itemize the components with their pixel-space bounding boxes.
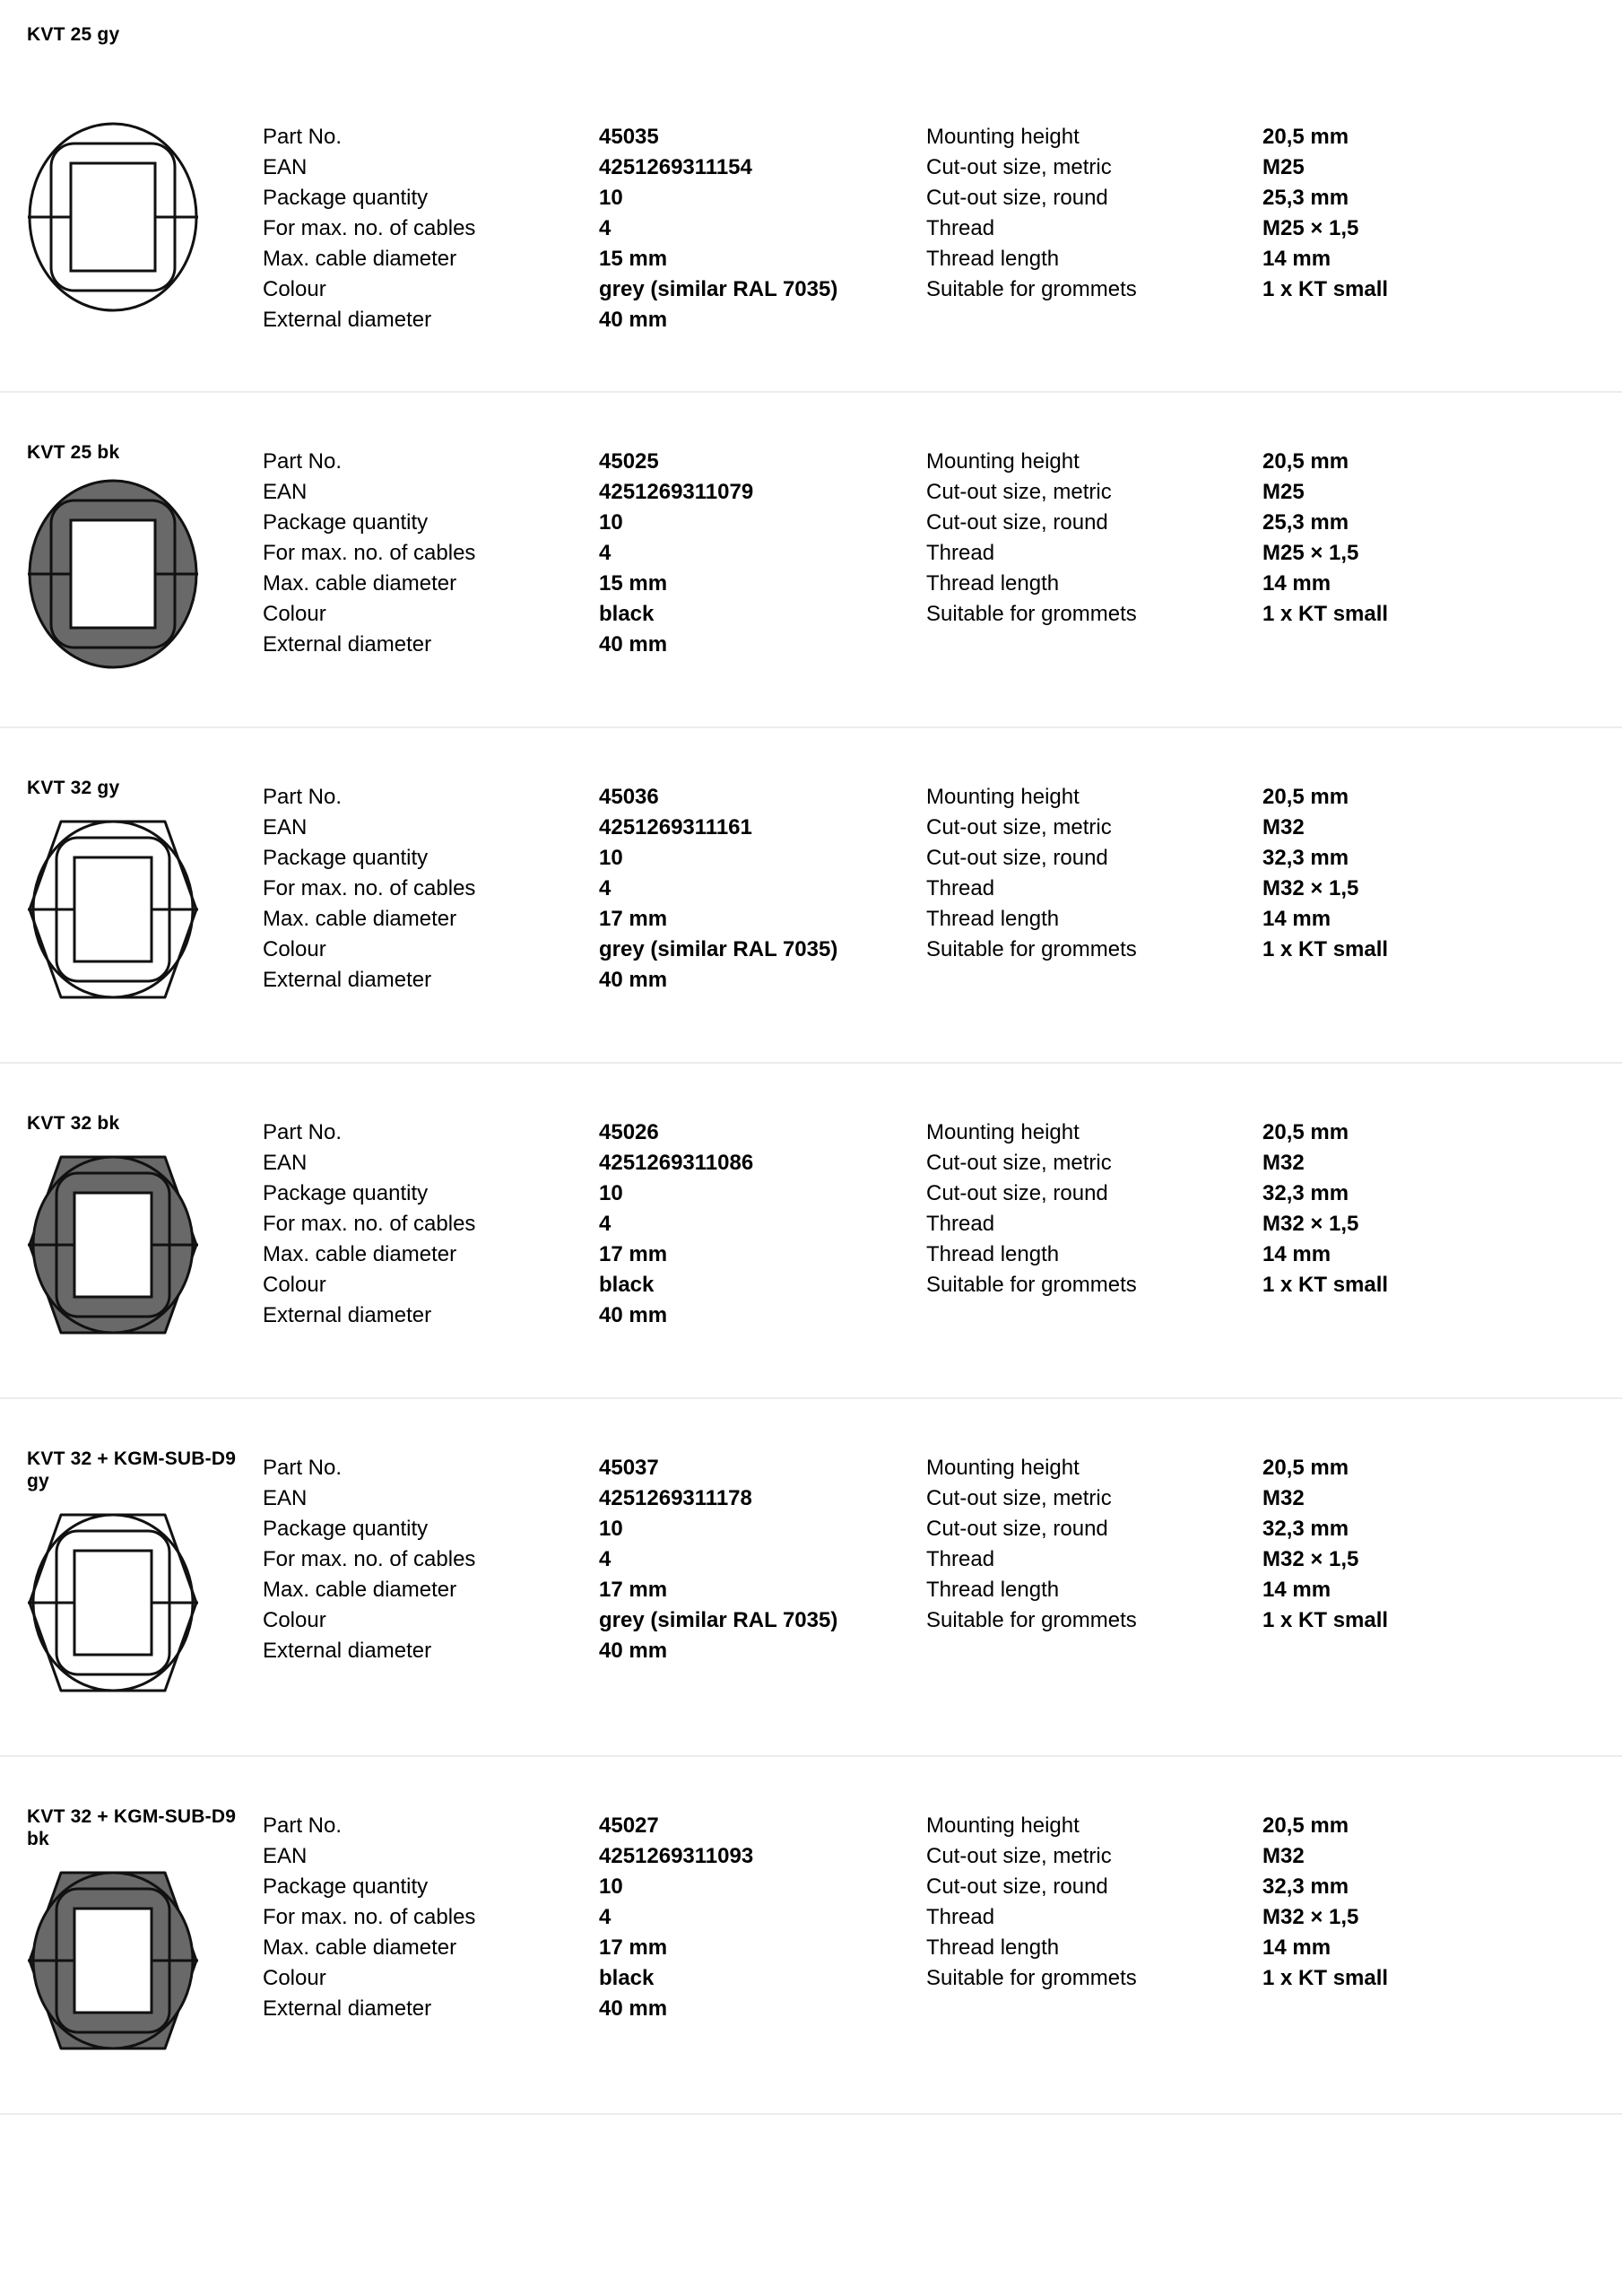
spec-value: 45035 xyxy=(599,125,659,149)
spec-label: EAN xyxy=(263,1151,308,1175)
spec-value: 40 mm xyxy=(599,1639,668,1663)
spec-label: Thread length xyxy=(926,571,1060,596)
specs-column-left xyxy=(263,1811,926,2024)
spec-value: 14 mm xyxy=(1262,1578,1331,1602)
spec-row xyxy=(926,599,1596,630)
spec-label: External diameter xyxy=(263,1639,432,1663)
spec-row xyxy=(263,1636,926,1666)
spec-row xyxy=(926,782,1596,813)
specs-column-right xyxy=(926,782,1596,996)
spec-value: 10 xyxy=(599,1874,623,1899)
spec-row xyxy=(926,1453,1596,1483)
spec-value: 32,3 mm xyxy=(1262,846,1349,870)
spec-row xyxy=(263,1209,926,1239)
spec-label: Package quantity xyxy=(263,1181,429,1205)
spec-row xyxy=(263,447,926,477)
spec-value: 20,5 mm xyxy=(1262,1120,1349,1144)
spec-row xyxy=(263,569,926,599)
spec-label: Mounting height xyxy=(926,125,1080,149)
spec-value: grey (similar RAL 7035) xyxy=(599,1608,838,1632)
spec-row xyxy=(263,813,926,843)
spec-label: Cut-out size, round xyxy=(926,186,1108,210)
spec-row xyxy=(263,1300,926,1331)
spec-value: M32 × 1,5 xyxy=(1262,1547,1359,1571)
spec-label: Thread xyxy=(926,541,995,565)
spec-row xyxy=(926,813,1596,843)
specs-column-left xyxy=(263,782,926,996)
spec-label: Mounting height xyxy=(926,449,1080,474)
specs-column-right xyxy=(926,1811,1596,2024)
spec-value: 4251269311154 xyxy=(599,155,752,179)
product-image xyxy=(27,1149,199,1345)
round-split-cable-gland-black-diagram xyxy=(27,478,199,670)
specs-column-left xyxy=(263,122,926,335)
spec-value: M25 × 1,5 xyxy=(1262,541,1359,565)
spec-value: 14 mm xyxy=(1262,247,1331,271)
product-section-kvt-32-kgm-sub-d9-gy xyxy=(0,1399,1622,1757)
spec-value: 17 mm xyxy=(599,907,668,931)
spec-label: Cut-out size, round xyxy=(926,846,1108,870)
spec-row xyxy=(926,935,1596,965)
spec-row xyxy=(263,1872,926,1902)
spec-value: M32 xyxy=(1262,1844,1305,1868)
spec-value: 4 xyxy=(599,216,612,240)
spec-label: Thread xyxy=(926,1212,995,1236)
spec-row xyxy=(926,122,1596,152)
spec-label: Thread xyxy=(926,1547,995,1571)
spec-label: For max. no. of cables xyxy=(263,1212,476,1236)
spec-value: M32 × 1,5 xyxy=(1262,876,1359,900)
spec-label: Suitable for grommets xyxy=(926,937,1137,961)
spec-label: External diameter xyxy=(263,1303,432,1327)
spec-value: 45037 xyxy=(599,1456,659,1480)
spec-label: EAN xyxy=(263,155,308,179)
spec-row xyxy=(926,1575,1596,1605)
spec-value: 45025 xyxy=(599,449,659,474)
spec-row xyxy=(263,183,926,213)
spec-value: 20,5 mm xyxy=(1262,1456,1349,1480)
spec-row xyxy=(926,1209,1596,1239)
spec-value: 25,3 mm xyxy=(1262,510,1349,535)
spec-row xyxy=(926,244,1596,274)
spec-label: Cut-out size, metric xyxy=(926,1151,1112,1175)
spec-row xyxy=(263,244,926,274)
spec-row xyxy=(926,1963,1596,1994)
spec-value: M32 xyxy=(1262,1151,1305,1175)
spec-row xyxy=(926,1902,1596,1933)
spec-label: Cut-out size, metric xyxy=(926,815,1112,839)
spec-label: EAN xyxy=(263,815,308,839)
product-left-column xyxy=(27,23,263,317)
spec-label: Thread length xyxy=(926,1578,1060,1602)
spec-value: 40 mm xyxy=(599,968,668,992)
spec-label: EAN xyxy=(263,480,308,504)
hex-split-cable-gland-grey-diagram xyxy=(27,1507,199,1699)
spec-label: For max. no. of cables xyxy=(263,1905,476,1929)
spec-value: 14 mm xyxy=(1262,907,1331,931)
spec-row xyxy=(263,152,926,183)
hex-split-cable-gland-grey-diagram xyxy=(27,813,199,1005)
spec-label: Max. cable diameter xyxy=(263,907,457,931)
spec-row xyxy=(263,274,926,305)
spec-value: 4 xyxy=(599,541,612,565)
spec-row xyxy=(926,213,1596,244)
spec-label: Cut-out size, round xyxy=(926,510,1108,535)
spec-value: 1 x KT small xyxy=(1262,277,1389,301)
spec-label: Thread length xyxy=(926,907,1060,931)
specs-column-right xyxy=(926,447,1596,660)
spec-value: 4 xyxy=(599,876,612,900)
spec-row xyxy=(926,274,1596,305)
spec-row xyxy=(263,508,926,538)
round-split-cable-gland-grey-diagram xyxy=(27,121,199,313)
product-image xyxy=(27,1507,199,1703)
spec-row xyxy=(926,538,1596,569)
spec-label: For max. no. of cables xyxy=(263,541,476,565)
spec-label: Suitable for grommets xyxy=(926,277,1137,301)
product-section-kvt-25-gy xyxy=(0,0,1622,393)
spec-label: Suitable for grommets xyxy=(926,1608,1137,1632)
spec-value: 20,5 mm xyxy=(1262,785,1349,809)
spec-row xyxy=(263,1453,926,1483)
spec-label: Thread xyxy=(926,1905,995,1929)
specs-column-left xyxy=(263,447,926,660)
spec-label: Part No. xyxy=(263,125,343,149)
spec-label: Cut-out size, round xyxy=(926,1181,1108,1205)
spec-label: Part No. xyxy=(263,1456,343,1480)
spec-row xyxy=(926,447,1596,477)
spec-value: black xyxy=(599,1966,655,1990)
spec-row xyxy=(263,1483,926,1514)
spec-label: For max. no. of cables xyxy=(263,876,476,900)
spec-row xyxy=(926,477,1596,508)
spec-value: 10 xyxy=(599,510,623,535)
spec-label: Cut-out size, round xyxy=(926,1874,1108,1899)
spec-row xyxy=(263,1841,926,1872)
spec-label: Max. cable diameter xyxy=(263,571,457,596)
spec-value: 4251269311161 xyxy=(599,815,752,839)
product-title: KVT 25 gy xyxy=(27,24,120,45)
product-left-column xyxy=(27,1112,263,1345)
spec-value: 4251269311086 xyxy=(599,1151,754,1175)
spec-value: M32 xyxy=(1262,815,1305,839)
spec-value: 4251269311079 xyxy=(599,480,754,504)
spec-label: Cut-out size, metric xyxy=(926,480,1112,504)
spec-row xyxy=(263,1994,926,2024)
spec-value: 20,5 mm xyxy=(1262,1813,1349,1838)
spec-row xyxy=(926,1118,1596,1148)
spec-row xyxy=(926,1872,1596,1902)
spec-label: Part No. xyxy=(263,785,343,809)
spec-row xyxy=(926,1483,1596,1514)
spec-value: 4 xyxy=(599,1905,612,1929)
spec-label: Colour xyxy=(263,1273,326,1297)
product-specs xyxy=(263,122,1604,335)
specs-column-right xyxy=(926,1118,1596,1331)
spec-label: Package quantity xyxy=(263,846,429,870)
spec-value: 40 mm xyxy=(599,308,668,332)
spec-row xyxy=(263,874,926,904)
product-image xyxy=(27,813,199,1010)
product-section-kvt-32-kgm-sub-d9-bk xyxy=(0,1757,1622,2115)
spec-row xyxy=(263,1811,926,1841)
spec-label: External diameter xyxy=(263,632,432,657)
spec-label: Package quantity xyxy=(263,1517,429,1541)
product-left-column xyxy=(27,441,263,674)
spec-row xyxy=(926,1933,1596,1963)
spec-label: For max. no. of cables xyxy=(263,216,476,240)
spec-row xyxy=(926,904,1596,935)
spec-row xyxy=(263,1544,926,1575)
spec-value: 25,3 mm xyxy=(1262,186,1349,210)
spec-value: M32 × 1,5 xyxy=(1262,1212,1359,1236)
spec-label: EAN xyxy=(263,1844,308,1868)
spec-row xyxy=(263,935,926,965)
spec-value: 14 mm xyxy=(1262,1935,1331,1960)
spec-row xyxy=(926,183,1596,213)
spec-value: 14 mm xyxy=(1262,1242,1331,1266)
spec-row xyxy=(263,965,926,996)
spec-label: Package quantity xyxy=(263,186,429,210)
spec-value: 20,5 mm xyxy=(1262,125,1349,149)
spec-label: For max. no. of cables xyxy=(263,1547,476,1571)
spec-row xyxy=(263,477,926,508)
spec-row xyxy=(263,213,926,244)
spec-value: 32,3 mm xyxy=(1262,1517,1349,1541)
spec-value: M25 × 1,5 xyxy=(1262,216,1359,240)
spec-row xyxy=(263,782,926,813)
product-specs xyxy=(263,1118,1604,1331)
spec-row xyxy=(926,508,1596,538)
product-image xyxy=(27,478,199,674)
spec-label: Thread length xyxy=(926,1935,1060,1960)
spec-label: Suitable for grommets xyxy=(926,1966,1137,1990)
spec-value: M32 xyxy=(1262,1486,1305,1510)
spec-label: Cut-out size, round xyxy=(926,1517,1108,1541)
spec-value: 40 mm xyxy=(599,1996,668,2021)
spec-label: EAN xyxy=(263,1486,308,1510)
product-specs xyxy=(263,782,1604,996)
spec-row xyxy=(263,305,926,335)
spec-value: 10 xyxy=(599,1517,623,1541)
spec-row xyxy=(263,122,926,152)
spec-label: Colour xyxy=(263,602,326,626)
spec-row xyxy=(926,874,1596,904)
spec-label: Max. cable diameter xyxy=(263,1578,457,1602)
product-specs xyxy=(263,1453,1604,1666)
spec-label: External diameter xyxy=(263,1996,432,2021)
product-title: KVT 32 + KGM-SUB-D9 bk xyxy=(27,1806,237,1849)
product-title: KVT 25 bk xyxy=(27,442,120,463)
spec-row xyxy=(263,1575,926,1605)
hex-split-cable-gland-black-diagram xyxy=(27,1149,199,1341)
spec-label: Suitable for grommets xyxy=(926,1273,1137,1297)
spec-label: Cut-out size, metric xyxy=(926,1486,1112,1510)
spec-row xyxy=(263,1605,926,1636)
spec-row xyxy=(263,1514,926,1544)
spec-value: 1 x KT small xyxy=(1262,1273,1389,1297)
spec-row xyxy=(263,904,926,935)
spec-value: 45027 xyxy=(599,1813,659,1838)
spec-value: 1 x KT small xyxy=(1262,937,1389,961)
spec-row xyxy=(263,843,926,874)
spec-row xyxy=(263,538,926,569)
spec-row xyxy=(926,1841,1596,1872)
spec-label: Colour xyxy=(263,1966,326,1990)
spec-label: Colour xyxy=(263,277,326,301)
spec-value: 40 mm xyxy=(599,632,668,657)
spec-value: 4251269311093 xyxy=(599,1844,754,1868)
spec-label: Colour xyxy=(263,1608,326,1632)
spec-row xyxy=(926,152,1596,183)
spec-row xyxy=(263,1178,926,1209)
spec-label: Max. cable diameter xyxy=(263,1242,457,1266)
spec-row xyxy=(926,1544,1596,1575)
spec-value: 45026 xyxy=(599,1120,659,1144)
spec-value: 10 xyxy=(599,846,623,870)
spec-value: 17 mm xyxy=(599,1578,668,1602)
product-title: KVT 32 + KGM-SUB-D9 gy xyxy=(27,1448,237,1492)
spec-value: 45036 xyxy=(599,785,659,809)
spec-value: M32 × 1,5 xyxy=(1262,1905,1359,1929)
spec-label: Mounting height xyxy=(926,1120,1080,1144)
spec-row xyxy=(926,1239,1596,1270)
spec-label: Package quantity xyxy=(263,510,429,535)
spec-label: Mounting height xyxy=(926,1813,1080,1838)
spec-value: black xyxy=(599,602,655,626)
spec-value: 4251269311178 xyxy=(599,1486,752,1510)
spec-label: Mounting height xyxy=(926,1456,1080,1480)
specs-column-right xyxy=(926,122,1596,335)
product-title: KVT 32 bk xyxy=(27,1113,120,1134)
spec-label: External diameter xyxy=(263,968,432,992)
spec-row xyxy=(926,569,1596,599)
spec-row xyxy=(926,1148,1596,1178)
spec-row xyxy=(263,630,926,660)
spec-label: Part No. xyxy=(263,1813,343,1838)
spec-row xyxy=(263,599,926,630)
product-title: KVT 32 gy xyxy=(27,778,120,798)
product-section-kvt-32-bk xyxy=(0,1064,1622,1399)
spec-label: Part No. xyxy=(263,1120,343,1144)
spec-label: Thread length xyxy=(926,247,1060,271)
specs-column-right xyxy=(926,1453,1596,1666)
product-specs xyxy=(263,1811,1604,2024)
spec-row xyxy=(926,1178,1596,1209)
product-specs xyxy=(263,447,1604,660)
spec-value: 40 mm xyxy=(599,1303,668,1327)
product-image xyxy=(27,121,199,317)
spec-label: Cut-out size, metric xyxy=(926,155,1112,179)
spec-value: 1 x KT small xyxy=(1262,1966,1389,1990)
spec-value: 4 xyxy=(599,1547,612,1571)
spec-label: Suitable for grommets xyxy=(926,602,1137,626)
spec-row xyxy=(926,843,1596,874)
spec-row xyxy=(926,1811,1596,1841)
spec-value: grey (similar RAL 7035) xyxy=(599,277,838,301)
product-left-column xyxy=(27,1448,263,1703)
spec-row xyxy=(263,1902,926,1933)
product-section-kvt-32-gy xyxy=(0,728,1622,1064)
product-section-kvt-25-bk xyxy=(0,393,1622,728)
spec-label: Mounting height xyxy=(926,785,1080,809)
spec-label: Cut-out size, metric xyxy=(926,1844,1112,1868)
spec-value: 17 mm xyxy=(599,1935,668,1960)
product-left-column xyxy=(27,777,263,1010)
spec-row xyxy=(263,1239,926,1270)
specs-column-left xyxy=(263,1118,926,1331)
spec-value: 32,3 mm xyxy=(1262,1181,1349,1205)
spec-row xyxy=(263,1118,926,1148)
spec-value: 17 mm xyxy=(599,1242,668,1266)
spec-value: 1 x KT small xyxy=(1262,602,1389,626)
spec-row xyxy=(926,1605,1596,1636)
product-image xyxy=(27,1865,199,2061)
spec-value: 4 xyxy=(599,1212,612,1236)
spec-row xyxy=(263,1933,926,1963)
spec-row xyxy=(263,1963,926,1994)
spec-value: 32,3 mm xyxy=(1262,1874,1349,1899)
spec-value: grey (similar RAL 7035) xyxy=(599,937,838,961)
spec-label: Part No. xyxy=(263,449,343,474)
spec-value: M25 xyxy=(1262,480,1305,504)
spec-value: 15 mm xyxy=(599,571,668,596)
spec-value: 20,5 mm xyxy=(1262,449,1349,474)
spec-row xyxy=(926,1514,1596,1544)
spec-value: 10 xyxy=(599,1181,623,1205)
spec-value: 1 x KT small xyxy=(1262,1608,1389,1632)
spec-label: External diameter xyxy=(263,308,432,332)
spec-value: black xyxy=(599,1273,655,1297)
spec-value: M25 xyxy=(1262,155,1305,179)
spec-label: Max. cable diameter xyxy=(263,247,457,271)
spec-label: Thread length xyxy=(926,1242,1060,1266)
spec-row xyxy=(263,1148,926,1178)
spec-value: 15 mm xyxy=(599,247,668,271)
spec-value: 10 xyxy=(599,186,623,210)
spec-row xyxy=(263,1270,926,1300)
product-left-column xyxy=(27,1805,263,2061)
spec-label: Thread xyxy=(926,876,995,900)
specs-column-left xyxy=(263,1453,926,1666)
spec-label: Max. cable diameter xyxy=(263,1935,457,1960)
spec-label: Thread xyxy=(926,216,995,240)
spec-value: 14 mm xyxy=(1262,571,1331,596)
spec-label: Package quantity xyxy=(263,1874,429,1899)
spec-row xyxy=(926,1270,1596,1300)
hex-split-cable-gland-black-diagram xyxy=(27,1865,199,2057)
spec-label: Colour xyxy=(263,937,326,961)
